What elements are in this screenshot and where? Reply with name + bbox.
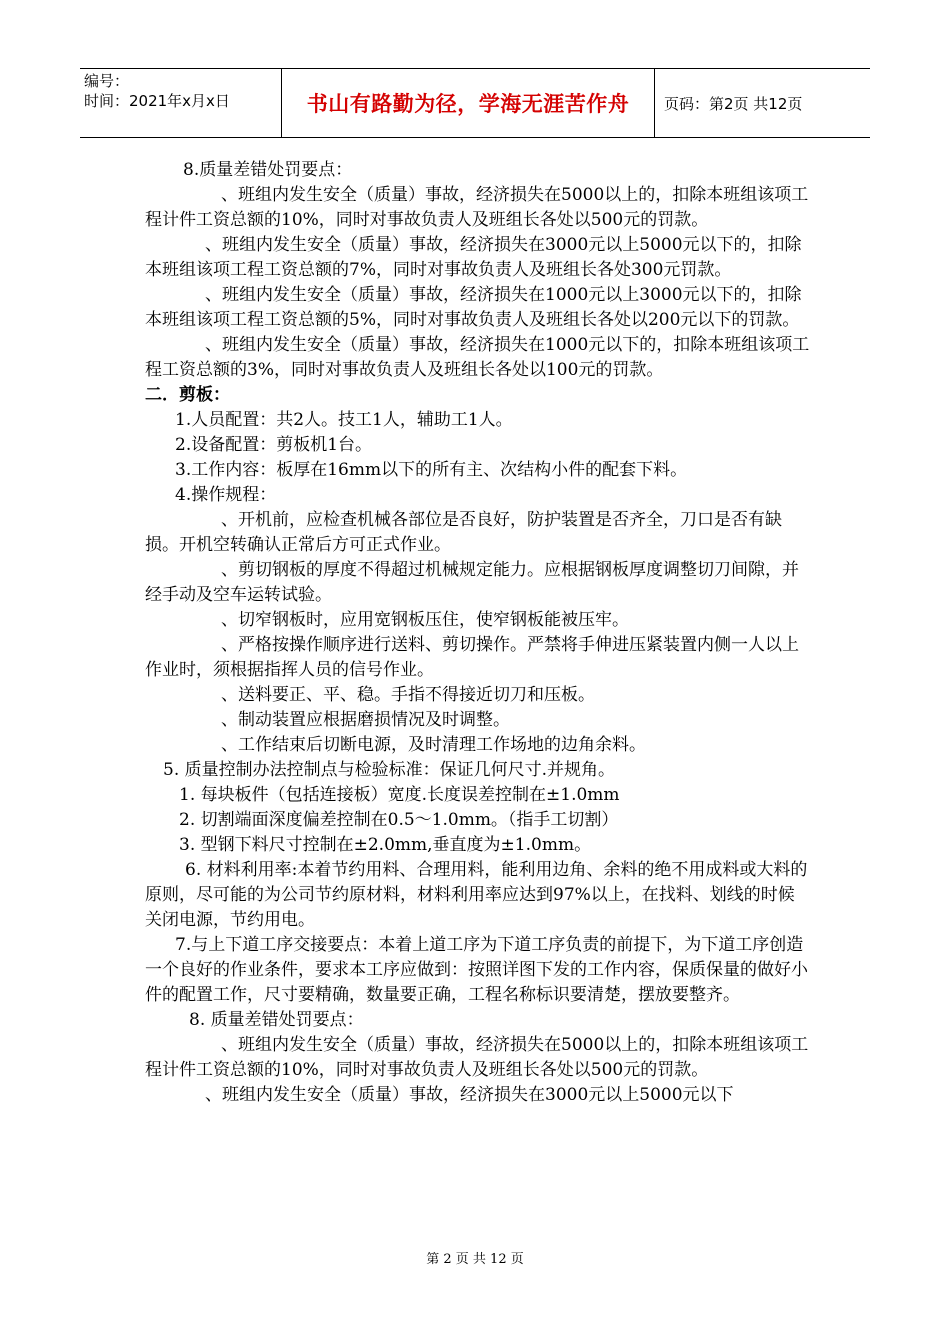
list-item: 4.操作规程： (175, 485, 277, 505)
paragraph: 、切窄钢板时，应用宽钢板压住，使窄钢板能被压牢。 (221, 610, 629, 630)
section-heading: 二．剪板： (145, 385, 230, 405)
paragraph: 6. 材料利用率:本着节约用料、合理用料，能利用边角、余料的绝不用成料或大料的原则，尽可能的为公司节约原材料，材料利用率应达到97%以上，在找料、划线的时候关闭电源，节约用电。 (145, 860, 808, 930)
paragraph: 、班组内发生安全（质量）事故，经济损失在1000元以下的，扣除本班组该项工程工资总额的3%，同时对事故负责人及班组长各处以100元的罚款。 (145, 335, 810, 380)
header-page-number: 页码：第2页 共12页 (664, 94, 803, 113)
paragraph: 、开机前，应检查机械各部位是否良好，防护装置是否齐全，刀口是否有缺损。开机空转确认正常后方可正式作业。 (145, 510, 782, 555)
page-header (80, 68, 870, 138)
list-item: 5. 质量控制办法控制点与检验标准：保证几何尺寸.并规角。 (163, 760, 616, 780)
page-footer: 第 2 页 共 12 页 (426, 1252, 524, 1267)
list-item: 1. 每块板件（包括连接板）宽度.长度误差控制在±1.0mm (179, 785, 620, 805)
paragraph: 、班组内发生安全（质量）事故，经济损失在5000以上的，扣除本班组该项工程计件工资总额的10%，同时对事故负责人及班组长各处以500元的罚款。 (145, 185, 809, 230)
doc-time-label: 时间：2021年x月x日 (84, 92, 230, 110)
paragraph: 、送料要正、平、稳。手指不得接近切刀和压板。 (221, 685, 595, 705)
paragraph: 、班组内发生安全（质量）事故，经济损失在3000元以上5000元以下 (205, 1085, 734, 1105)
list-item: 2.设备配置：剪板机1台。 (175, 435, 373, 455)
list-item: 3. 型钢下料尺寸控制在±2.0mm,垂直度为±1.0mm。 (179, 835, 592, 855)
paragraph: 、班组内发生安全（质量）事故，经济损失在1000元以上3000元以下的，扣除本班组该项工程工资总额的5%，同时对事故负责人及班组长各处以200元以下的罚款。 (145, 285, 802, 330)
section-heading: 8. 质量差错处罚要点： (189, 1010, 364, 1030)
paragraph: 、制动装置应根据磨损情况及时调整。 (221, 710, 510, 730)
paragraph: 、剪切钢板的厚度不得超过机械规定能力。应根据钢板厚度调整切刀间隙，并经手动及空车运转试验。 (145, 560, 799, 605)
document-body (145, 158, 810, 1108)
list-item: 2. 切割端面深度偏差控制在0.5～1.0mm。（指手工切割） (179, 810, 619, 830)
section-heading: 8.质量差错处罚要点： (183, 160, 353, 180)
doc-id-label: 编号： (84, 72, 130, 90)
paragraph: 、班组内发生安全（质量）事故，经济损失在5000以上的，扣除本班组该项工程计件工资总额的10%，同时对事故负责人及班组长各处以500元的罚款。 (145, 1035, 809, 1080)
paragraph: 、班组内发生安全（质量）事故，经济损失在3000元以上5000元以下的，扣除本班组该项工程工资总额的7%，同时对事故负责人及班组长各处300元罚款。 (145, 235, 802, 280)
list-item: 1.人员配置：共2人。技工1人，辅助工1人。 (175, 410, 513, 430)
paragraph: 7.与上下道工序交接要点：本着上道工序为下道工序负责的前提下，为下道工序创造一个良好的作业条件，要求本工序应做到：按照详图下发的工作内容，保质保量的做好小件的配置工作，尺寸要精确，数量要正确，工程名称标识要清楚，摆放要整齐。 (145, 935, 808, 1005)
header-motto: 书山有路勤为径，学海无涯苦作舟 (281, 69, 655, 137)
paragraph: 、工作结束后切断电源，及时清理工作场地的边角余料。 (221, 735, 646, 755)
list-item: 3.工作内容：板厚在16mm以下的所有主、次结构小件的配套下料。 (175, 460, 688, 480)
paragraph: 、严格按操作顺序进行送料、剪切操作。严禁将手伸进压紧装置内侧一人以上作业时，须根据指挥人员的信号作业。 (145, 635, 799, 680)
header-meta (80, 69, 281, 137)
